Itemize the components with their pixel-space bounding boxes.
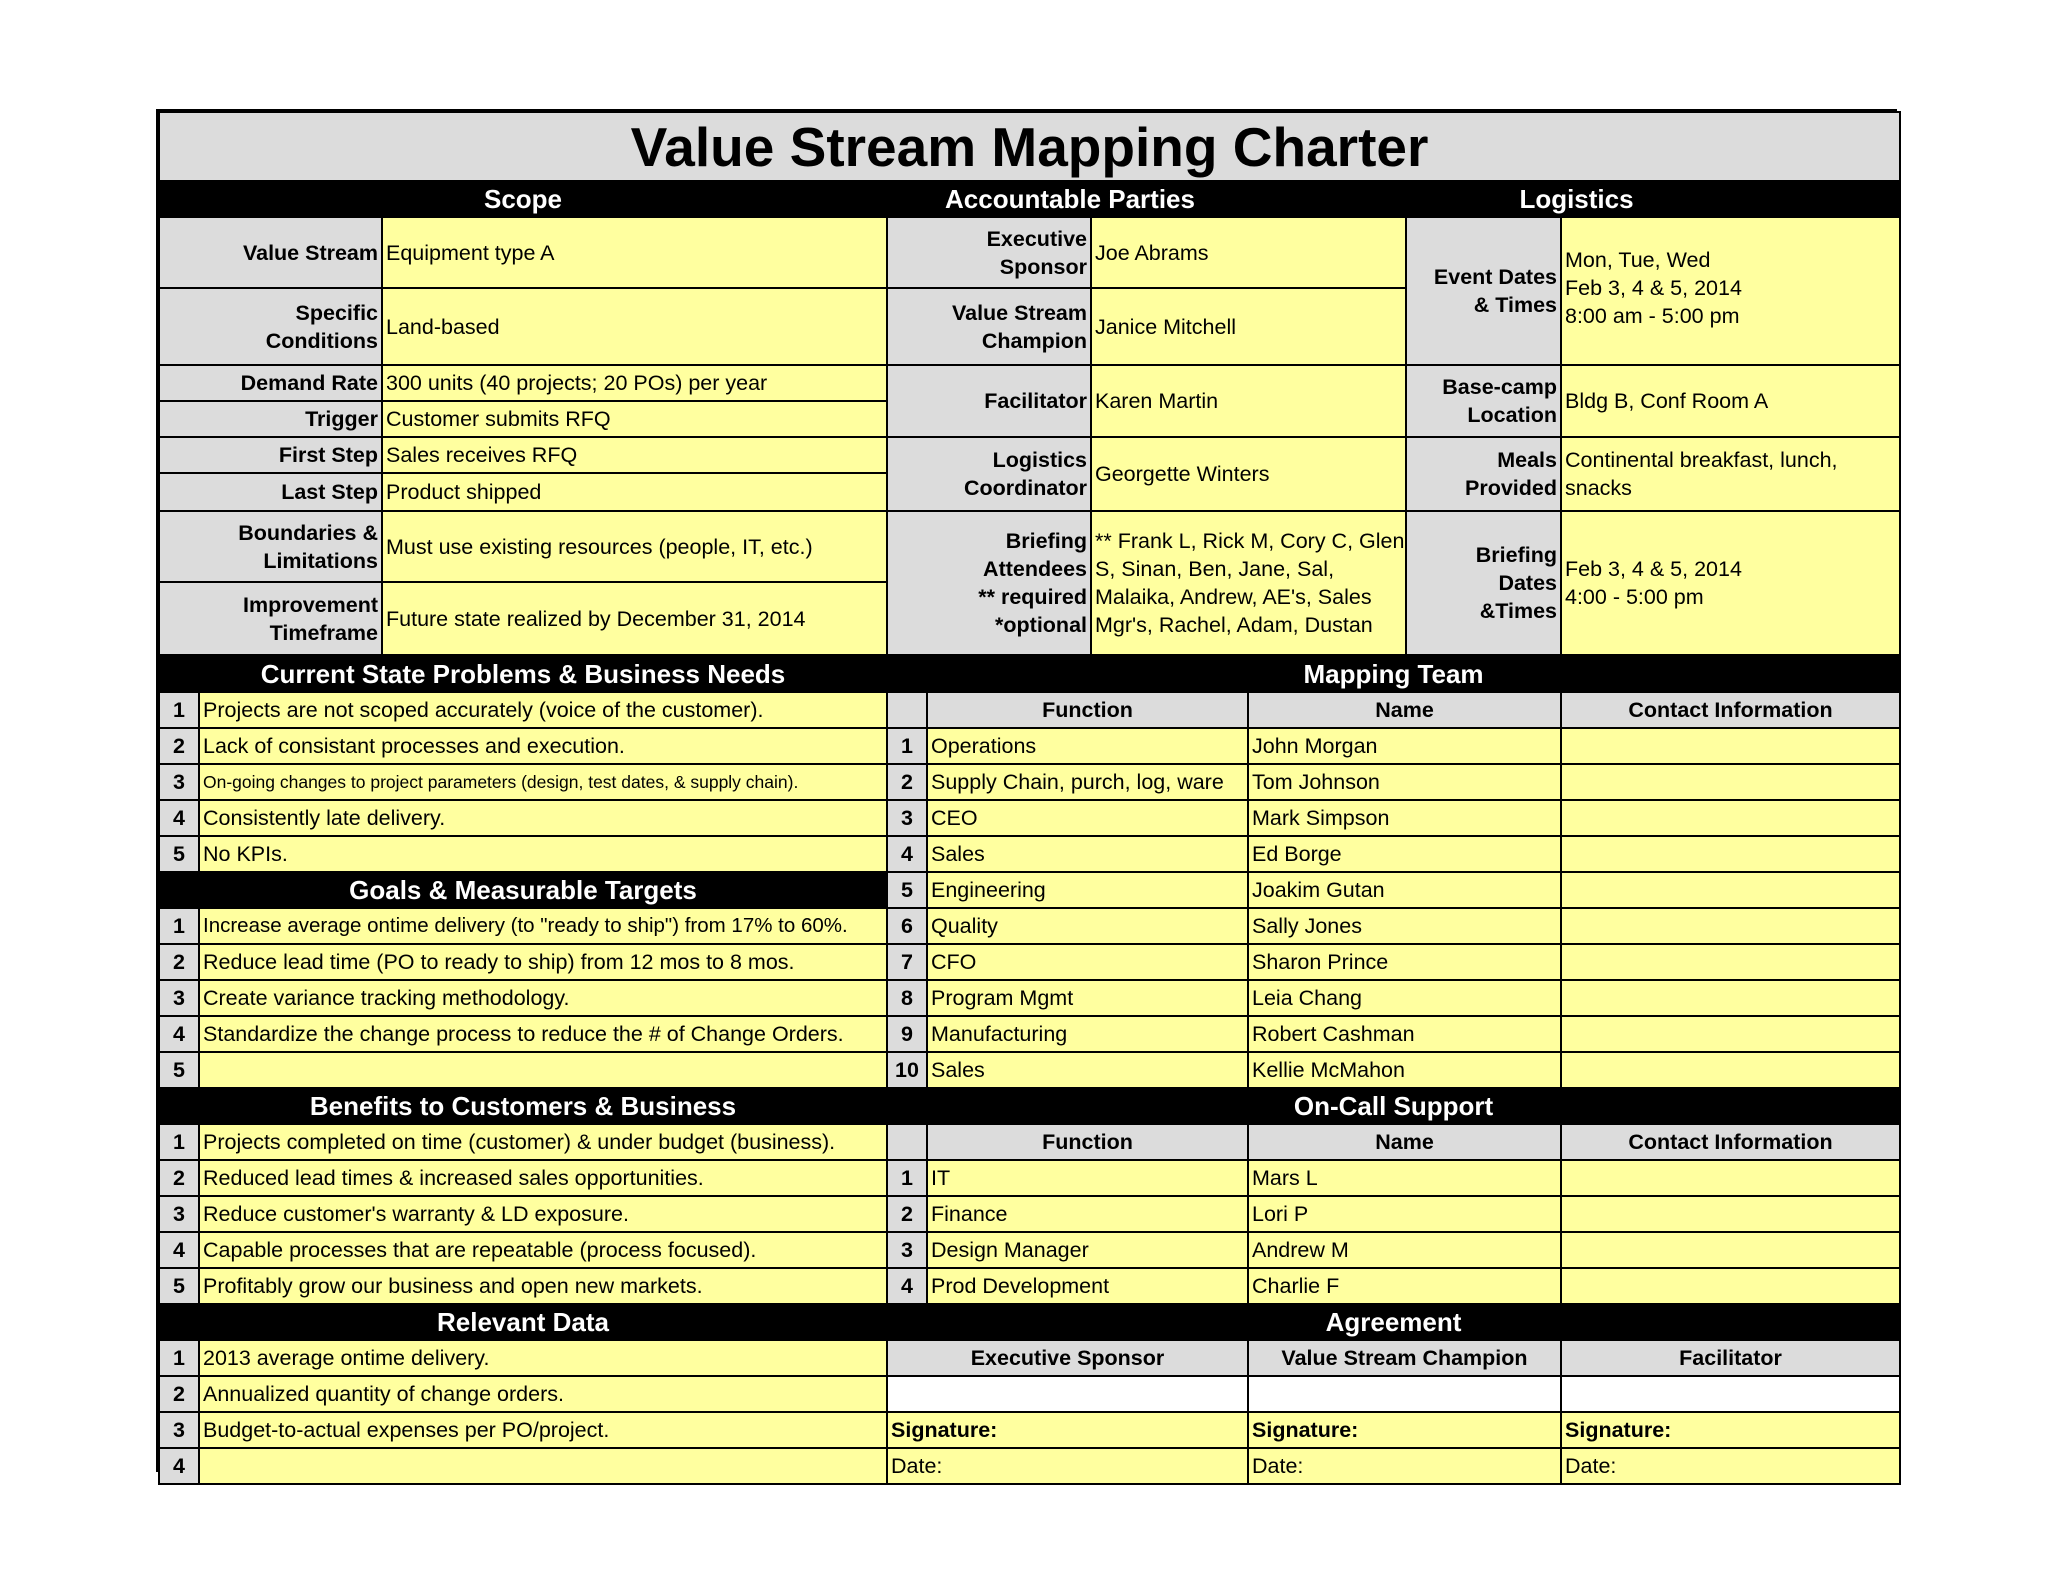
oncall-num: 3 (887, 1232, 927, 1268)
specific-conditions-label: Specific Conditions (159, 288, 382, 365)
first-step-value: Sales receives RFQ (382, 437, 887, 473)
oncall-function: IT (927, 1160, 1248, 1196)
problems-header: Current State Problems & Business Needs (159, 655, 887, 692)
problem-num: 1 (159, 692, 199, 728)
oncall-name: Lori P (1248, 1196, 1561, 1232)
goal-num: 4 (159, 1016, 199, 1052)
team-contact (1561, 908, 1900, 944)
oncall-contact (1561, 1232, 1900, 1268)
logistics-header: Logistics (1253, 181, 1900, 217)
team-contact (1561, 944, 1900, 980)
oncall-function: Finance (927, 1196, 1248, 1232)
briefing-attendees-value: ** Frank L, Rick M, Cory C, Glen S, Sinan, Ben, Jane, Sal, Malaika, Andrew, AE's, Sales Mgr's, Rachel, Adam, Dustan (1091, 511, 1406, 655)
goal-num: 5 (159, 1052, 199, 1088)
briefing-dates-value: Feb 3, 4 & 5, 2014 4:00 - 5:00 pm (1561, 511, 1900, 655)
oncall-contact (1561, 1160, 1900, 1196)
goal-num: 1 (159, 908, 199, 944)
team-num: 1 (887, 728, 927, 764)
trigger-label: Trigger (159, 401, 382, 437)
oncall-name: Charlie F (1248, 1268, 1561, 1304)
problem-num: 4 (159, 800, 199, 836)
goal-text: Reduce lead time (PO to ready to ship) from 12 mos to 8 mos. (199, 944, 887, 980)
oncall-num: 2 (887, 1196, 927, 1232)
team-name: Joakim Gutan (1248, 872, 1561, 908)
agreement-header: Agreement (887, 1304, 1900, 1340)
charter-table (158, 111, 1901, 1485)
oncall-name: Andrew M (1248, 1232, 1561, 1268)
accountable-header: Accountable Parties (887, 181, 1253, 217)
meals-label: Meals Provided (1406, 437, 1561, 511)
basecamp-value: Bldg B, Conf Room A (1561, 365, 1900, 437)
last-step-value: Product shipped (382, 473, 887, 511)
basecamp-label: Base-camp Location (1406, 365, 1561, 437)
goals-header: Goals & Measurable Targets (159, 872, 887, 908)
briefing-attendees-label: Briefing Attendees ** required *optional (887, 511, 1091, 655)
champion-signature-field[interactable]: Signature: (1248, 1412, 1561, 1448)
timeframe-label: Improvement Timeframe (159, 582, 382, 655)
benefits-header: Benefits to Customers & Business (159, 1088, 887, 1124)
problem-text: Lack of consistant processes and execution. (199, 728, 887, 764)
problem-text: Consistently late delivery. (199, 800, 887, 836)
agreement-champion-header: Value Stream Champion (1248, 1340, 1561, 1376)
team-function: Sales (927, 836, 1248, 872)
goal-text: Standardize the change process to reduce the # of Change Orders. (199, 1016, 887, 1052)
team-contact (1561, 1016, 1900, 1052)
team-num: 5 (887, 872, 927, 908)
relevant-text: 2013 average ontime delivery. (199, 1340, 887, 1376)
agreement-facilitator-header: Facilitator (1561, 1340, 1900, 1376)
team-name: Ed Borge (1248, 836, 1561, 872)
oncall-name: Mars L (1248, 1160, 1561, 1196)
team-name: Tom Johnson (1248, 764, 1561, 800)
problem-text: On-going changes to project parameters (design, test dates, & supply chain). (199, 764, 887, 800)
team-function: Manufacturing (927, 1016, 1248, 1052)
value-stream-label: Value Stream (159, 217, 382, 288)
problem-num: 3 (159, 764, 199, 800)
exec-sponsor-value: Joe Abrams (1091, 217, 1406, 288)
oncall-function-header: Function (927, 1124, 1248, 1160)
team-name: Leia Chang (1248, 980, 1561, 1016)
relevant-header: Relevant Data (159, 1304, 887, 1340)
demand-rate-label: Demand Rate (159, 365, 382, 401)
problem-text: Projects are not scoped accurately (voice of the customer). (199, 692, 887, 728)
mapping-team-header: Mapping Team (887, 655, 1900, 692)
relevant-text: Budget-to-actual expenses per PO/project. (199, 1412, 887, 1448)
charter-sheet (156, 109, 1897, 1478)
team-num: 3 (887, 800, 927, 836)
goal-num: 2 (159, 944, 199, 980)
exec-sponsor-label: Executive Sponsor (887, 217, 1091, 288)
champion-label: Value Stream Champion (887, 288, 1091, 365)
boundaries-label: Boundaries & Limitations (159, 511, 382, 582)
benefit-text: Reduce customer's warranty & LD exposure. (199, 1196, 887, 1232)
team-function: Sales (927, 1052, 1248, 1088)
team-function: Engineering (927, 872, 1248, 908)
goal-text (199, 1052, 887, 1088)
team-num-header (887, 692, 927, 728)
coordinator-value: Georgette Winters (1091, 437, 1406, 511)
first-step-label: First Step (159, 437, 382, 473)
team-num: 7 (887, 944, 927, 980)
team-function: CFO (927, 944, 1248, 980)
team-function: Operations (927, 728, 1248, 764)
oncall-function: Prod Development (927, 1268, 1248, 1304)
relevant-num: 4 (159, 1448, 199, 1484)
oncall-num-header (887, 1124, 927, 1160)
team-contact (1561, 764, 1900, 800)
agreement-champion-space (1248, 1376, 1561, 1412)
agreement-facilitator-space (1561, 1376, 1900, 1412)
value-stream-value: Equipment type A (382, 217, 887, 288)
meals-value: Continental breakfast, lunch, snacks (1561, 437, 1900, 511)
benefit-num: 4 (159, 1232, 199, 1268)
problem-num: 2 (159, 728, 199, 764)
problem-text: No KPIs. (199, 836, 887, 872)
scope-header: Scope (159, 181, 887, 217)
specific-conditions-value: Land-based (382, 288, 887, 365)
team-function: Program Mgmt (927, 980, 1248, 1016)
team-num: 8 (887, 980, 927, 1016)
oncall-contact-header: Contact Information (1561, 1124, 1900, 1160)
benefit-num: 3 (159, 1196, 199, 1232)
exec-date-field[interactable]: Date: (887, 1448, 1248, 1484)
relevant-num: 1 (159, 1340, 199, 1376)
boundaries-value: Must use existing resources (people, IT, etc.) (382, 511, 887, 582)
champion-value: Janice Mitchell (1091, 288, 1406, 365)
champion-date-field[interactable]: Date: (1248, 1448, 1561, 1484)
agreement-exec-header: Executive Sponsor (887, 1340, 1248, 1376)
benefit-text: Reduced lead times & increased sales opportunities. (199, 1160, 887, 1196)
team-function: Quality (927, 908, 1248, 944)
team-name: Kellie McMahon (1248, 1052, 1561, 1088)
oncall-num: 4 (887, 1268, 927, 1304)
event-dates-value: Mon, Tue, Wed Feb 3, 4 & 5, 2014 8:00 am - 5:00 pm (1561, 217, 1900, 365)
last-step-label: Last Step (159, 473, 382, 511)
relevant-num: 3 (159, 1412, 199, 1448)
facilitator-label: Facilitator (887, 365, 1091, 437)
team-contact (1561, 800, 1900, 836)
benefit-num: 2 (159, 1160, 199, 1196)
on-call-header: On-Call Support (887, 1088, 1900, 1124)
team-contact (1561, 728, 1900, 764)
team-num: 10 (887, 1052, 927, 1088)
team-contact (1561, 980, 1900, 1016)
agreement-exec-space (887, 1376, 1248, 1412)
coordinator-label: Logistics Coordinator (887, 437, 1091, 511)
problem-num: 5 (159, 836, 199, 872)
goal-text: Create variance tracking methodology. (199, 980, 887, 1016)
facilitator-signature-field[interactable]: Signature: (1561, 1412, 1900, 1448)
team-name: Robert Cashman (1248, 1016, 1561, 1052)
facilitator-value: Karen Martin (1091, 365, 1406, 437)
oncall-name-header: Name (1248, 1124, 1561, 1160)
team-contact (1561, 872, 1900, 908)
team-name: Sally Jones (1248, 908, 1561, 944)
relevant-text (199, 1448, 887, 1484)
team-function: CEO (927, 800, 1248, 836)
goal-num: 3 (159, 980, 199, 1016)
briefing-dates-label: Briefing Dates &Times (1406, 511, 1561, 655)
exec-signature-field[interactable]: Signature: (887, 1412, 1248, 1448)
team-contact (1561, 836, 1900, 872)
demand-rate-value: 300 units (40 projects; 20 POs) per year (382, 365, 887, 401)
team-contact (1561, 1052, 1900, 1088)
team-name: Sharon Prince (1248, 944, 1561, 980)
event-dates-label: Event Dates & Times (1406, 217, 1561, 365)
team-num: 9 (887, 1016, 927, 1052)
oncall-contact (1561, 1268, 1900, 1304)
oncall-function: Design Manager (927, 1232, 1248, 1268)
benefit-text: Projects completed on time (customer) & under budget (business). (199, 1124, 887, 1160)
timeframe-value: Future state realized by December 31, 2014 (382, 582, 887, 655)
facilitator-date-field[interactable]: Date: (1561, 1448, 1900, 1484)
benefit-text: Capable processes that are repeatable (process focused). (199, 1232, 887, 1268)
team-function: Supply Chain, purch, log, ware (927, 764, 1248, 800)
benefit-text: Profitably grow our business and open new markets. (199, 1268, 887, 1304)
team-num: 6 (887, 908, 927, 944)
team-function-header: Function (927, 692, 1248, 728)
team-num: 4 (887, 836, 927, 872)
oncall-num: 1 (887, 1160, 927, 1196)
relevant-text: Annualized quantity of change orders. (199, 1376, 887, 1412)
goal-text: Increase average ontime delivery (to "ready to ship") from 17% to 60%. (199, 908, 887, 944)
benefit-num: 5 (159, 1268, 199, 1304)
trigger-value: Customer submits RFQ (382, 401, 887, 437)
relevant-num: 2 (159, 1376, 199, 1412)
page-title: Value Stream Mapping Charter (159, 112, 1900, 181)
team-name: Mark Simpson (1248, 800, 1561, 836)
team-name-header: Name (1248, 692, 1561, 728)
benefit-num: 1 (159, 1124, 199, 1160)
oncall-contact (1561, 1196, 1900, 1232)
team-num: 2 (887, 764, 927, 800)
team-name: John Morgan (1248, 728, 1561, 764)
team-contact-header: Contact Information (1561, 692, 1900, 728)
